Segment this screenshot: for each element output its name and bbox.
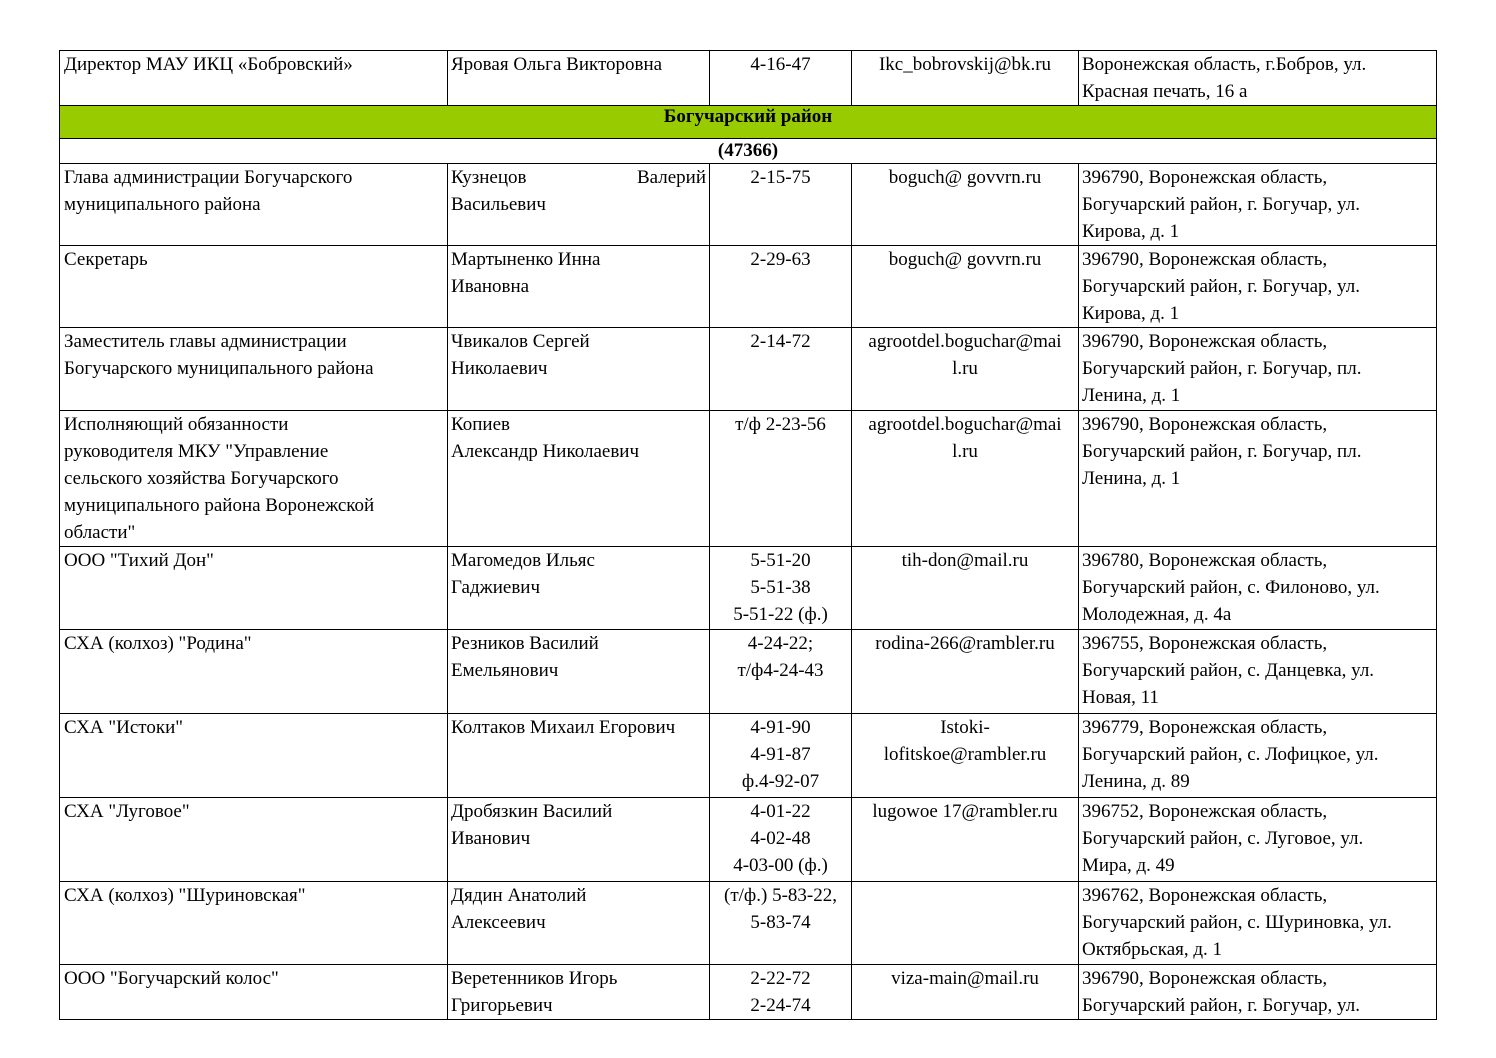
address-line: Богучарский район, с. Луговое, ул.: [1082, 828, 1364, 849]
address-line: Мира, д. 49: [1082, 855, 1175, 876]
district-header-row: [60, 106, 1437, 139]
phone-line: (т/ф.) 5-83-22,: [724, 885, 837, 906]
phone-line: 5-51-22 (ф.): [733, 604, 828, 625]
name-cell: [448, 714, 710, 798]
district-code-row: [60, 139, 1437, 164]
address-line: Кирова, д. 1: [1082, 221, 1180, 242]
address-cell: [1079, 965, 1437, 1020]
address-line: 396762, Воронежская область,: [1082, 885, 1328, 906]
phone-cell: [710, 411, 852, 547]
phone-cell: [710, 547, 852, 630]
district-title: Богучарский район: [60, 106, 1437, 139]
address-line: Богучарский район, с. Шуриновка, ул.: [1082, 912, 1392, 933]
phone-cell: [710, 965, 852, 1020]
phone-line: ф.4-92-07: [741, 771, 820, 792]
position-cell: Директор МАУ ИКЦ «Бобровский»: [60, 51, 448, 106]
position-line: сельского хозяйства Богучарского: [64, 468, 339, 489]
address-line: 396790, Воронежская область,: [1082, 331, 1328, 352]
address-cell: [1079, 798, 1437, 882]
position-line: СХА (колхоз) "Шуриновская": [64, 885, 306, 906]
address-cell: Воронежская область, г.Бобров, ул. Красная печать, 16 а: [1079, 51, 1437, 106]
name-line: Чвикалов Сергей: [451, 331, 590, 352]
phone-cell: [710, 630, 852, 714]
name-line: Григорьевич: [451, 995, 553, 1016]
name-cell: [448, 630, 710, 714]
position-cell: [60, 798, 448, 882]
district-phone-code: (47366): [60, 139, 1437, 164]
address-line: 396790, Воронежская область,: [1082, 167, 1328, 188]
table-row: [60, 630, 1437, 714]
position-cell: [60, 630, 448, 714]
address-line: Богучарский район, г. Богучар, пл.: [1082, 441, 1362, 462]
address-line: 396755, Воронежская область,: [1082, 633, 1328, 654]
table-row: [60, 882, 1437, 965]
position-line: Глава администрации Богучарского: [64, 167, 353, 188]
phone-line: 2-29-63: [750, 249, 811, 270]
position-line: области": [64, 522, 136, 543]
name-cell: [448, 965, 710, 1020]
name-line: Копиев: [451, 414, 510, 435]
address-line: Богучарский район, с. Филоново, ул.: [1082, 577, 1380, 598]
position-line: ООО "Тихий Дон": [64, 550, 214, 571]
address-line: 396779, Воронежская область,: [1082, 717, 1328, 738]
address-line: Новая, 11: [1082, 687, 1159, 708]
name-first-line: [451, 164, 706, 191]
phone-line: 4-91-87: [750, 744, 811, 765]
phone-cell: [710, 882, 852, 965]
email-line[interactable]: rodina-266@rambler.ru: [875, 633, 1055, 654]
position-cell: [60, 547, 448, 630]
phone-line: 5-51-20: [750, 550, 811, 571]
address-line: 396790, Воронежская область,: [1082, 968, 1328, 989]
email-line[interactable]: Istoki-: [940, 717, 990, 738]
name-cell: [448, 798, 710, 882]
phone-line: 4-02-48: [750, 828, 811, 849]
email-cell: [852, 164, 1079, 246]
position-line: Секретарь: [64, 249, 148, 270]
position-line: СХА (колхоз) "Родина": [64, 633, 252, 654]
table-row: [60, 246, 1437, 328]
name-cell: [448, 882, 710, 965]
address-line: Ленина, д. 1: [1082, 468, 1181, 489]
name-cell: [448, 164, 710, 246]
address-line: Богучарский район, г. Богучар, пл.: [1082, 358, 1362, 379]
email-cell: [852, 714, 1079, 798]
email-cell: [852, 328, 1079, 411]
table-row: [60, 547, 1437, 630]
address-line: Богучарский район, г. Богучар, ул.: [1082, 194, 1360, 215]
contacts-table: [59, 50, 1437, 1020]
email-cell: [852, 882, 1079, 965]
name-cell: Яровая Ольга Викторовна: [448, 51, 710, 106]
address-line: 396780, Воронежская область,: [1082, 550, 1328, 571]
name-cell: [448, 328, 710, 411]
address-line: 396752, Воронежская область,: [1082, 801, 1328, 822]
name-line: Ивановна: [451, 276, 530, 297]
phone-line: 4-91-90: [750, 717, 811, 738]
table-row: [60, 164, 1437, 246]
phone-cell: [710, 714, 852, 798]
patronymic: Васильевич: [451, 194, 546, 215]
email-cell: [852, 51, 1079, 106]
phone-cell: [710, 798, 852, 882]
name-line: Гаджиевич: [451, 577, 541, 598]
phone-cell: [710, 328, 852, 411]
address-line: Ленина, д. 1: [1082, 385, 1181, 406]
email-cell: [852, 798, 1079, 882]
position-line: Заместитель главы администрации: [64, 331, 347, 352]
address-cell: [1079, 411, 1437, 547]
phone-line: 2-14-72: [750, 331, 811, 352]
phone-line: 4-24-22;: [747, 633, 814, 654]
email-line[interactable]: l.ru: [952, 441, 978, 462]
address-line: 396790, Воронежская область,: [1082, 414, 1328, 435]
name-cell: [448, 246, 710, 328]
surname: Кузнецов: [451, 167, 527, 188]
name-cell: [448, 411, 710, 547]
phone-cell: [710, 164, 852, 246]
position-line: СХА "Луговое": [64, 801, 190, 822]
address-line: Молодежная, д. 4а: [1082, 604, 1232, 625]
table-row: [60, 411, 1437, 547]
table-row: [60, 714, 1437, 798]
phone-line: 4-01-22: [750, 801, 811, 822]
name-line: Резников Василий: [451, 633, 599, 654]
name-line: Дробязкин Василий: [451, 801, 613, 822]
phone-line: т/ф4-24-43: [737, 660, 824, 681]
phone-cell: 4-16-47: [710, 51, 852, 106]
email-line[interactable]: viza-main@mail.ru: [891, 968, 1039, 989]
position-line: СХА "Истоки": [64, 717, 183, 738]
address-line: 396790, Воронежская область,: [1082, 249, 1328, 270]
name-line: Мартыненко Инна: [451, 249, 601, 270]
phone-line: 5-51-38: [750, 577, 811, 598]
table-row: [60, 328, 1437, 411]
given-name: Валерий: [636, 167, 706, 188]
address-cell: [1079, 714, 1437, 798]
position-cell: [60, 714, 448, 798]
position-cell: [60, 328, 448, 411]
email-line[interactable]: lofitskoe@rambler.ru: [883, 744, 1047, 765]
phone-line: т/ф 2-23-56: [735, 414, 826, 435]
email-line[interactable]: tih-don@mail.ru: [901, 550, 1029, 571]
email-cell: [852, 411, 1079, 547]
position-line: руководителя МКУ "Управление: [64, 441, 329, 462]
address-line: Богучарский район, г. Богучар, ул.: [1082, 995, 1360, 1016]
email-line[interactable]: lugowoe 17@rambler.ru: [872, 801, 1058, 822]
name-line: Магомедов Ильяс: [451, 550, 595, 571]
position-line: Богучарского муниципального района: [64, 358, 374, 379]
name-line: Николаевич: [451, 358, 548, 379]
name-line: Александр Николаевич: [451, 441, 640, 462]
position-cell: [60, 164, 448, 246]
address-line: Богучарский район, с. Лофицкое, ул.: [1082, 744, 1379, 765]
position-line: муниципального района Воронежской: [64, 495, 375, 516]
address-cell: [1079, 328, 1437, 411]
email-link[interactable]: Ikc_bobrovskij@bk.ru: [878, 54, 1052, 75]
position-cell: [60, 882, 448, 965]
phone-cell: [710, 246, 852, 328]
name-line: Колтаков Михаил Егорович: [451, 717, 676, 738]
name-line: Емельянович: [451, 660, 559, 681]
email-line[interactable]: l.ru: [952, 358, 978, 379]
email-line[interactable]: agrootdel.boguchar@mai: [868, 331, 1062, 352]
name-line: Алексеевич: [451, 912, 546, 933]
email-line[interactable]: agrootdel.boguchar@mai: [868, 414, 1062, 435]
email-cell: [852, 246, 1079, 328]
address-line: Кирова, д. 1: [1082, 303, 1180, 324]
email-cell: [852, 547, 1079, 630]
phone-line: 2-22-72: [750, 968, 811, 989]
position-line: Исполняющий обязанности: [64, 414, 289, 435]
address-cell: [1079, 882, 1437, 965]
phone-line: 2-15-75: [750, 167, 811, 188]
position-line: муниципального района: [64, 194, 261, 215]
address-cell: [1079, 164, 1437, 246]
address-cell: [1079, 246, 1437, 328]
name-line: Дядин Анатолий: [451, 885, 587, 906]
email-cell: [852, 965, 1079, 1020]
position-cell: [60, 965, 448, 1020]
phone-line: 2-24-74: [750, 995, 811, 1016]
table-row: [60, 798, 1437, 882]
name-cell: [448, 547, 710, 630]
name-line: Иванович: [451, 828, 531, 849]
position-cell: [60, 411, 448, 547]
phone-line: 5-83-74: [750, 912, 811, 933]
email-line[interactable]: boguch@ govvrn.ru: [888, 249, 1042, 270]
table-row: [60, 965, 1437, 1020]
table-row-top: [60, 51, 1437, 106]
address-line: Богучарский район, г. Богучар, ул.: [1082, 276, 1360, 297]
name-line: Веретенников Игорь: [451, 968, 618, 989]
email-cell: [852, 630, 1079, 714]
address-line: Богучарский район, с. Данцевка, ул.: [1082, 660, 1375, 681]
email-line[interactable]: boguch@ govvrn.ru: [888, 167, 1042, 188]
address-line: Ленина, д. 89: [1082, 771, 1190, 792]
position-cell: [60, 246, 448, 328]
position-line: ООО "Богучарский колос": [64, 968, 279, 989]
address-cell: [1079, 547, 1437, 630]
phone-line: 4-03-00 (ф.): [733, 855, 828, 876]
address-line: Октябрьская, д. 1: [1082, 939, 1223, 960]
address-cell: [1079, 630, 1437, 714]
